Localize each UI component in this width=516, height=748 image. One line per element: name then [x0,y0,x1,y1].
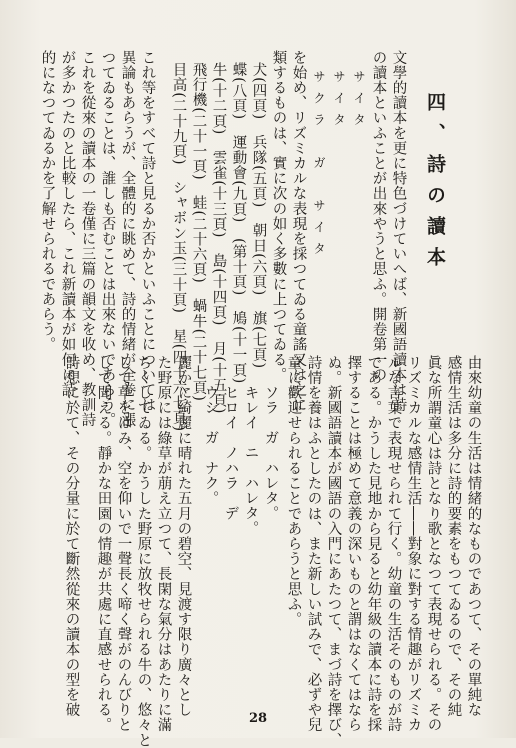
text-column: の讀本といふことが出來やうと思ふ。開卷第一の [370,50,387,383]
text-column: 由來幼童の生活は情緒的なものであつて、その單純な [465,355,482,718]
text-column: である。かうした見地から見ると幼年級の讀本に詩を採 [365,355,382,733]
text-column: 牛(十二頁) 雲雀(十三頁) 島(十四頁) 月(十五頁) [210,62,227,415]
text-column: ウシ ガ ナク。 [202,385,219,506]
text-column: 感情生活は多分に詩的要素をもつてゐるので、その純 [445,355,462,718]
text-column: 的になつてゐるかを了解せられるであらう。 [39,50,56,352]
text-column: これ等をすべて詩と見るか否かといふことについては [139,50,156,413]
text-column: つてゐることは、誰しも否むことは出來ないであらう。 [99,50,116,428]
text-column: キレイ ニ ハレタ。 [242,385,259,536]
text-column: 麗かに綺麗に晴れた五月の碧空、見渡す限り廣々とし [175,355,192,718]
text-column: サイタ [351,70,367,135]
text-column: して草をはみ、空を仰いで一聲長く啼く聲がのんびりと [115,355,132,733]
text-column: を始め、リズミカルな表現を採つてゐる童謠又は之に [290,50,307,413]
text-column: して聞える。靜かな田園の情趣が共處に直感せられる。 [95,355,112,733]
text-column: サイタ [331,70,347,135]
page-number: 28 [248,711,268,726]
text-column: ぬ。新國語讀本が國語の入門にあたつて、まづ詩を擇び、 [325,355,342,748]
text-column: た野原には綠草が萠え立つて、長閑な氣分はあたりに滿 [155,355,172,733]
text-column: ヒロイ ノハラ デ [222,385,239,521]
text-column: 眞な所謂童心は詩となり歌となつて表現せられる。その [425,355,442,733]
text-column: 類するものは、實に次の如く多數に上つてゐる。 [270,50,287,383]
text-column: リズミカルな感情生活――對象に對する情趣がリズミカ [405,355,422,733]
text-column: ちくしてゐる。かうした野原に放牧せられる牛の、悠々と [135,355,152,748]
text-column: 目高(二十九頁) シャボン玉(三十頁) 星(四十六七頁) [170,62,187,432]
text-column: 文學的讀本を更に特色づけていへば、新國語讀本は詩 [390,50,407,413]
text-column: 犬(四頁) 兵隊(五頁) 朝日(六頁) 旗(七頁) [250,62,267,369]
text-column: これを從來の讀本の一卷僅に三篇の韻文を收め、教訓詩 [79,50,96,428]
text-column: 蝶(八頁) 運動會(九頁) (第十頁) 鳩(十一頁) [230,62,247,384]
text-column: ソラ ガ ハレタ。 [262,385,279,521]
text-column: 詩情を養はふとしたのは、また新しい試みで、必ずや兒 [305,355,322,733]
text-column: ルな言葉で表現せられて行く。幼童の生活そのものが詩 [385,355,402,733]
text-column: 擇することは極めて意義の深いものと謂はなくてはなら [345,355,362,733]
text-column: 詩想に於て、その分量に於て斷然從來の讀本の型を破 [63,355,80,718]
text-column: サクラ ガ サイタ [311,70,327,264]
text-column: が多かつたのと比較したら、これ新讀本が如何に詩 [59,50,76,398]
text-column: 飛行機(二十一頁) 蛙(二十六頁) 蝸牛(二十七頁) [190,62,207,402]
text-column: 異論もあらうが、全體的に眺めて、詩的情緒が全卷に漲 [119,50,136,428]
section-heading: 四、詩の讀本 [424,92,446,278]
text-column: 童に歡迎せられることであらうと思ふ。 [285,355,302,627]
